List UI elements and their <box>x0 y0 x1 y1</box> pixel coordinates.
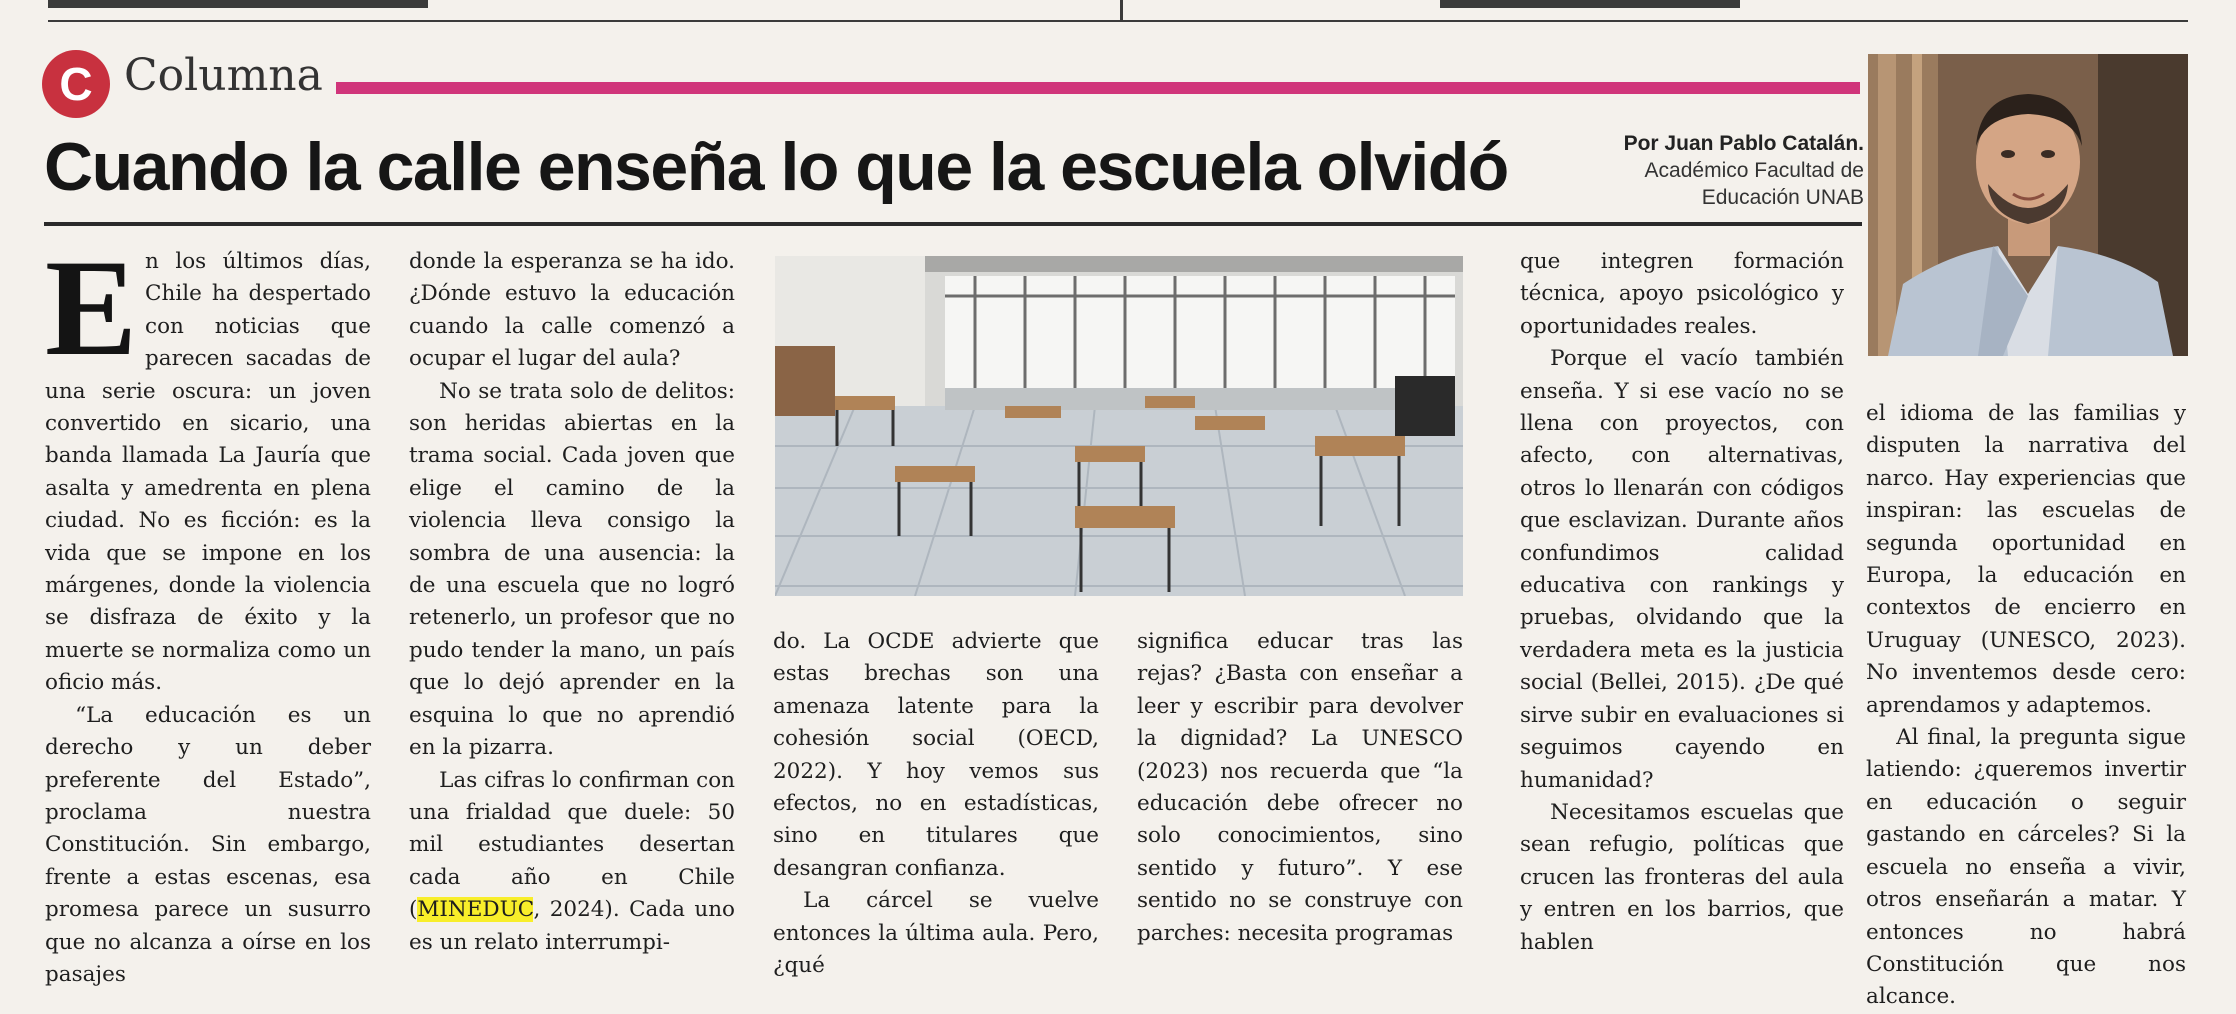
column-badge: C <box>42 50 110 118</box>
paragraph: do. La OCDE advierte que estas brechas son una amenaza latente para la cohesión social (OECD, 2022). Y hoy vemos sus efectos, no en estadísticas, sino en titulares que desangran confianza. <box>773 629 1099 881</box>
paragraph: Necesitamos escuelas que sean refugio, políticas que crucen las fronteras del aula y entren en los barrios, que hablen <box>1520 799 1844 955</box>
paragraph: que integren formación técnica, apoyo psicológico y oportunidades reales. <box>1520 249 1844 339</box>
paragraph: Al final, la pregunta sigue latiendo: ¿queremos invertir en educación o seguir gastando en cárceles? Si la escuela no enseña a vivir, otros enseñarán a matar. Y entonces no habrá Constitución que nos alcance. <box>1866 725 2186 1010</box>
section-accent-bar <box>336 82 1860 94</box>
author-name: Por Juan Pablo Catalán. <box>1623 132 1864 155</box>
article-column-6 <box>1866 398 2186 1014</box>
author-portrait <box>1868 54 2188 356</box>
headline-rule <box>44 222 1862 226</box>
section-label: Columna <box>124 50 323 101</box>
top-rule <box>48 20 2188 22</box>
article-column-3 <box>773 626 1099 982</box>
top-separator <box>1120 0 1123 22</box>
paragraph <box>45 231 371 700</box>
article-column-5 <box>1520 246 1844 959</box>
article-column-4 <box>1137 626 1463 950</box>
paragraph-text: n los últimos días, Chile ha despertado con noticias que parecen sacadas de una serie oscura: un joven convertido en sicario, una banda llamada La Jauría que asalta y amedrenta en plena ciudad. No es ficción: es la vida que se impone en los márgenes, donde la violencia se disfraza de éxito y la muerte se normaliza como un oficio más. <box>45 249 371 696</box>
paragraph: No se trata solo de delitos: son heridas abiertas en la trama social. Cada joven que elige el camino de la violencia lleva consigo la sombra de una ausencia: la de una escuela que no logró retenerlo, un profesor que no pudo tender la mano, un país que lo dejó aprender en la esquina lo que no aprendió en la pizarra. <box>409 378 735 761</box>
paragraph: La cárcel se vuelve entonces la última aula. Pero, ¿qué <box>773 888 1099 979</box>
paragraph: el idioma de las familias y disputen la narrativa del narco. Hay experiencias que inspiran: las escuelas de segunda oportunidad en Europa, la educación en contextos de encierro en Uruguay (UNESCO, 2023). No inventemos desde cero: aprendamos y adaptemos. <box>1866 401 2186 718</box>
paragraph: Porque el vacío también enseña. Y si ese vacío no se llena con proyectos, con afecto, con alternativas, otros lo llenarán con códigos que esclavizan. Durante años confundimos calidad educativa con rankings y pruebas, olvidando que la verdadera meta es la justicia social (Bellei, 2015). ¿De qué sirve subir en evaluaciones si seguimos cayendo en humanidad? <box>1520 346 1844 793</box>
paragraph: donde la esperanza se ha ido. ¿Dónde estuvo la educación cuando la calle comenzó a ocupar el lugar del aula? <box>409 249 735 372</box>
author-role-line-2: Educación UNAB <box>1701 186 1864 209</box>
headline: Cuando la calle enseña lo que la escuela olvidó <box>44 129 1508 205</box>
author-role-line-1: Académico Facultad de <box>1644 159 1864 182</box>
article-column-1 <box>45 231 371 991</box>
top-border-right <box>1440 0 1740 8</box>
article-column-2 <box>409 246 735 959</box>
drop-cap: E <box>45 231 138 384</box>
paragraph-text: , 2024). Cada uno es un relato interrumpi- <box>409 897 735 955</box>
paragraph-text: Las cifras lo confirman con una frialdad que duele: 50 mil estudiantes desertan cada año en Chile ( <box>409 767 735 923</box>
paragraph <box>409 765 735 959</box>
paragraph: significa educar tras las rejas? ¿Basta con enseñar a leer y escribir para devolver la dignidad? La UNESCO (2023) nos recuerda que “la educación debe ofrecer no solo conocimientos, sino sentido y futuro”. Y ese sentido no se construye con parches: necesita programas <box>1137 629 1463 946</box>
byline <box>1624 130 1864 211</box>
highlighted-text: MINEDUC <box>417 897 534 923</box>
top-border-left <box>48 0 428 8</box>
classroom-photo <box>775 256 1463 596</box>
paragraph: “La educación es un derecho y un deber preferente del Estado”, proclama nuestra Constitución. Sin embargo, frente a estas escenas, esa promesa parece un susurro que no alcanza a oírse en los pasajes <box>45 702 371 987</box>
